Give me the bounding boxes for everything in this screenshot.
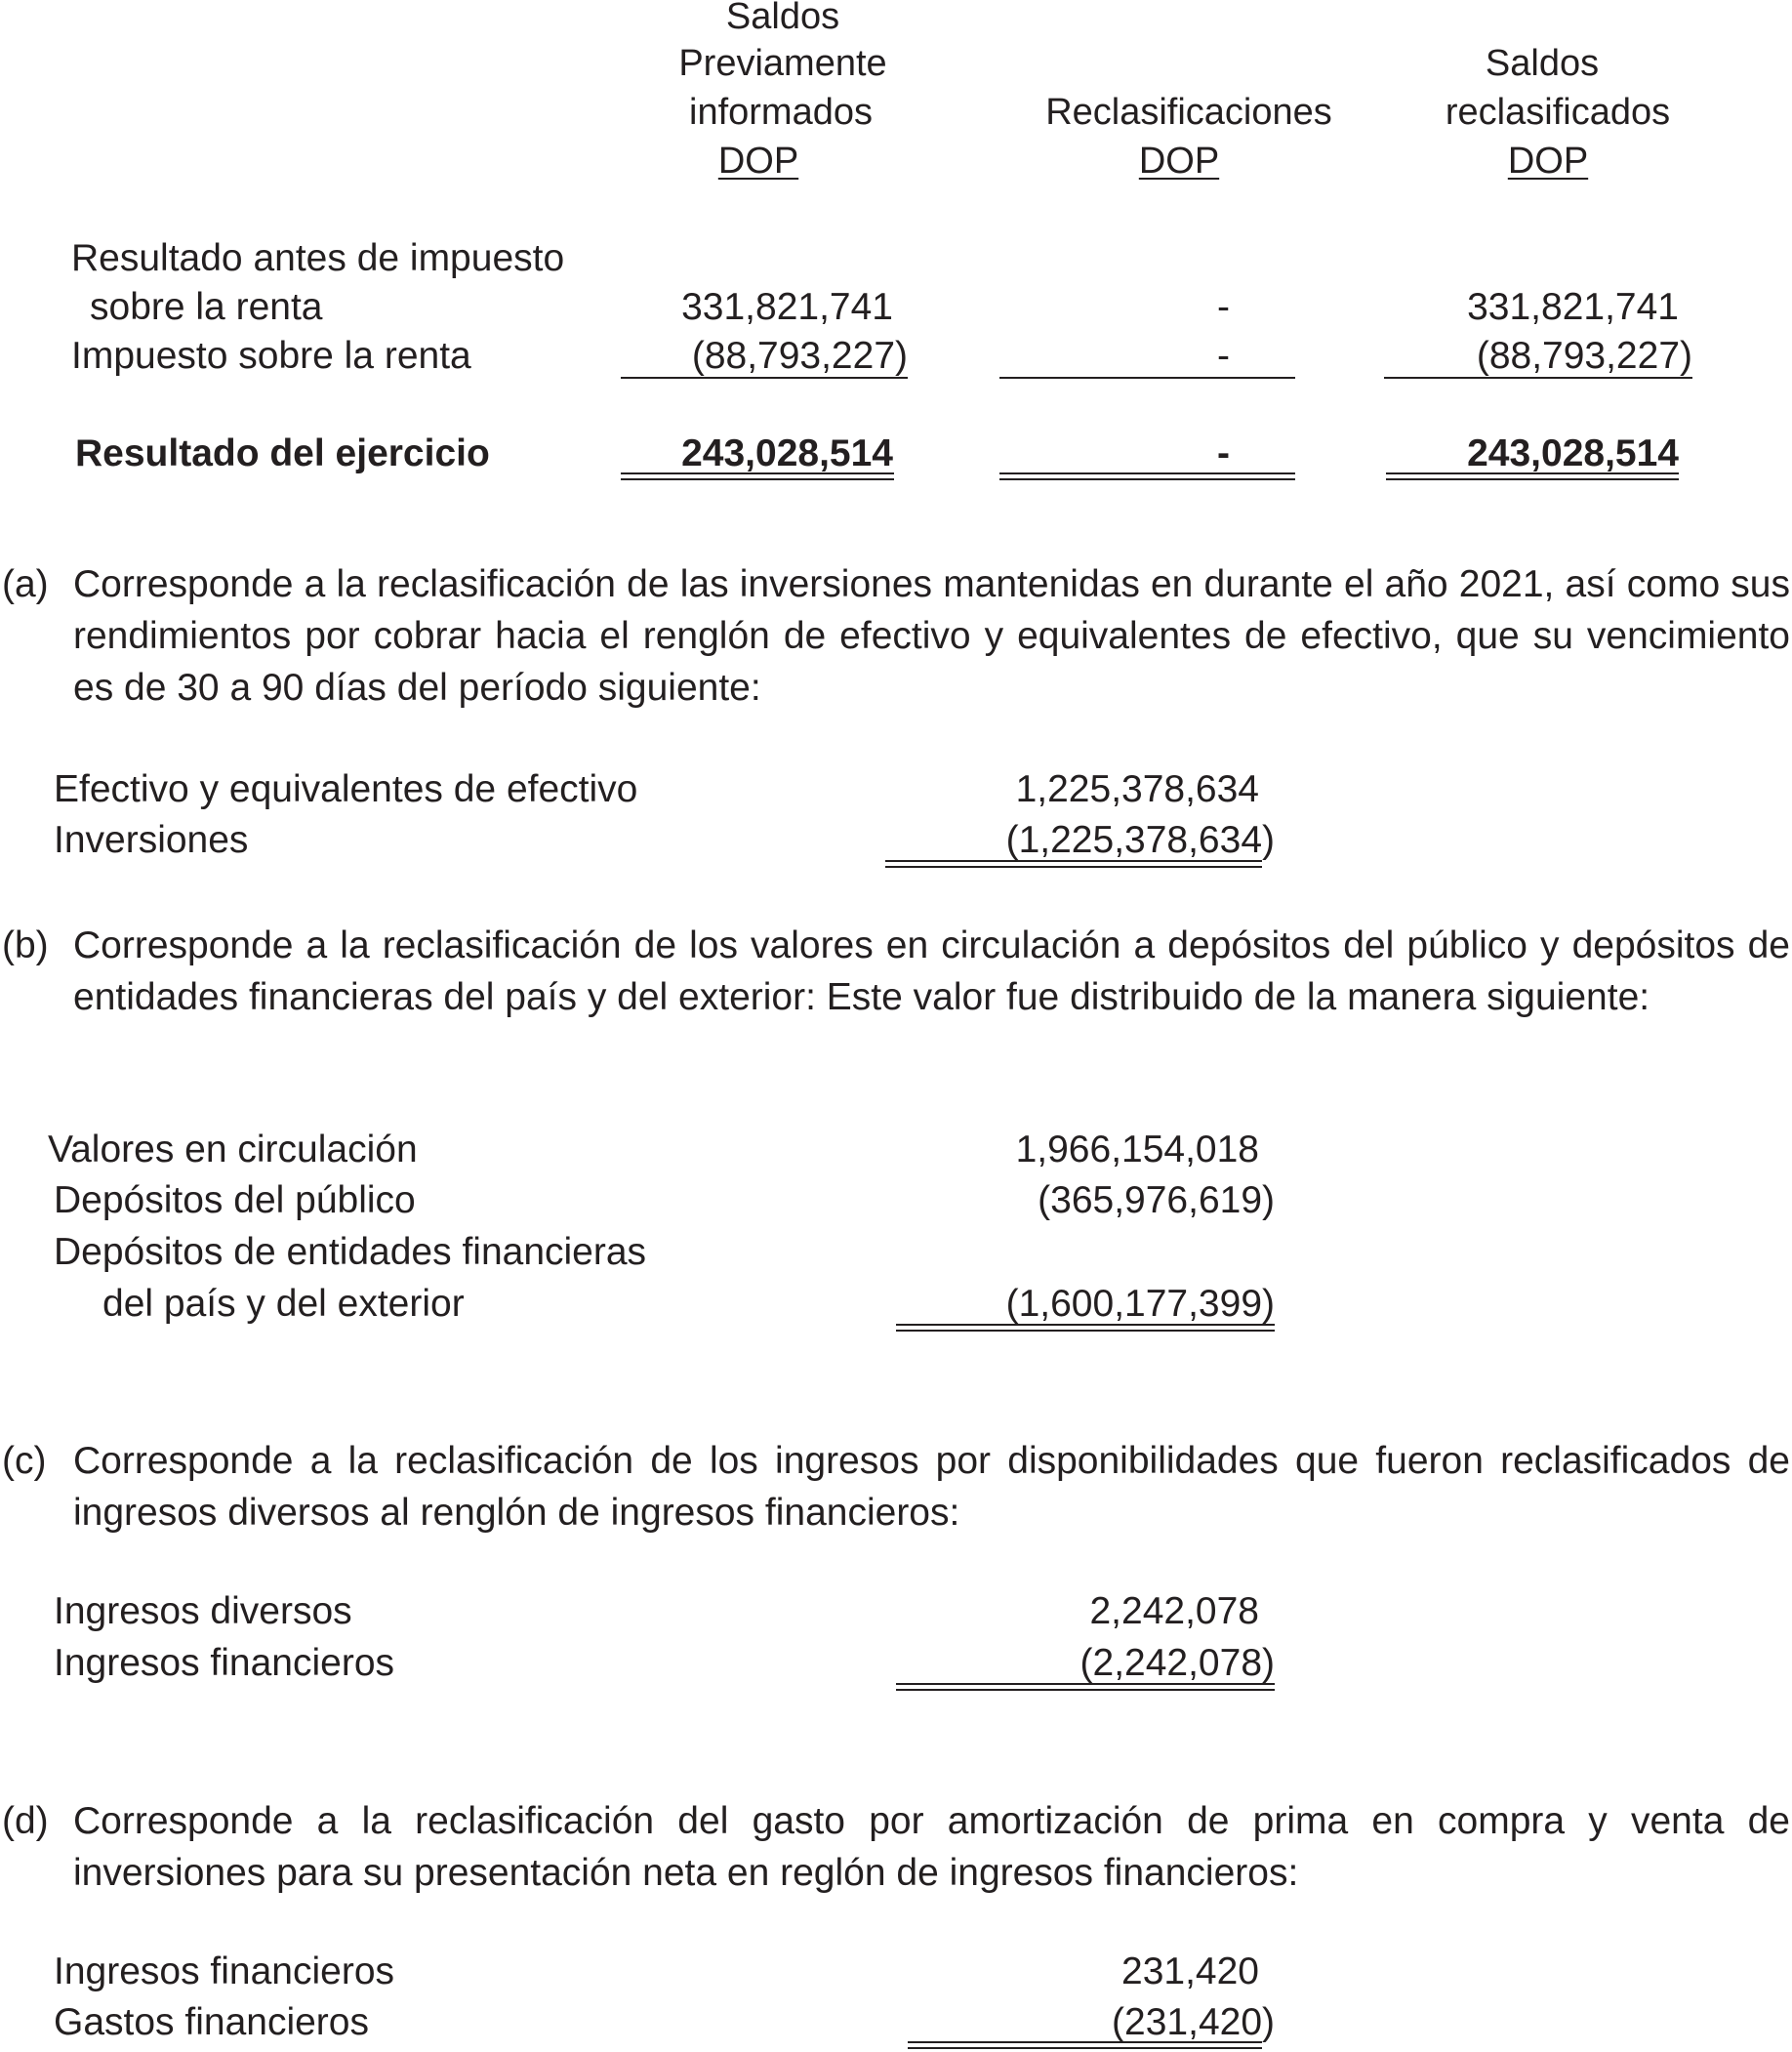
- note-c-mark: (c): [2, 1440, 47, 1482]
- note-c-item1-label: Ingresos diversos: [54, 1590, 352, 1632]
- row-tax-previous: (88,793,227): [691, 335, 908, 377]
- result-double-underline-col3: [1386, 472, 1679, 480]
- note-b-text: Corresponde a la reclasificación de los valores en circulación a depósitos del público y depósitos de entidades financieras del país y del exterior: Este valor fue distribuido de la manera siguiente:: [73, 924, 1790, 1018]
- note-b-mark: (b): [2, 924, 49, 966]
- row-pretax-label: Resultado antes de impuesto: [71, 237, 565, 279]
- note-b-item2-label: Depósitos del público: [54, 1179, 416, 1221]
- row-result-reclass: -: [1217, 432, 1230, 474]
- note-b-item3-label: Depósitos de entidades financieras: [54, 1231, 647, 1273]
- note-c-item2-label: Ingresos financieros: [54, 1642, 395, 1684]
- note-b-double-underline: [896, 1324, 1275, 1332]
- note-a-double-underline: [885, 860, 1262, 868]
- note-d-item2-value: (231,420): [1112, 2001, 1275, 2043]
- note-a-item1-label: Efectivo y equivalentes de efectivo: [54, 768, 638, 810]
- row-tax-reclassified: (88,793,227): [1476, 335, 1692, 377]
- col3-header-currency: DOP: [1507, 141, 1589, 182]
- note-d-mark: (d): [2, 1800, 49, 1842]
- note-c-text: Corresponde a la reclasificación de los ingresos por disponibilidades que fueron reclasificados de ingresos diversos al renglón de ingresos financieros:: [73, 1440, 1790, 1534]
- note-b-item3-value: (1,600,177,399): [1005, 1283, 1275, 1325]
- note-a-item2-value: (1,225,378,634): [1005, 819, 1275, 861]
- result-double-underline-col2: [999, 472, 1295, 480]
- row-pretax-reclassified: 331,821,741: [1467, 286, 1679, 328]
- note-b-item1-label: Valores en circulación: [48, 1129, 418, 1170]
- row-pretax-previous: 331,821,741: [681, 286, 893, 328]
- row-result-label: Resultado del ejercicio: [75, 432, 490, 474]
- col2-header-currency: DOP: [1138, 141, 1220, 182]
- note-d-item1-label: Ingresos financieros: [54, 1950, 395, 1992]
- col3-header-line2: reclasificados: [1445, 92, 1671, 133]
- note-a-text: Corresponde a la reclasificación de las inversiones mantenidas en durante el año 2021, así como sus rendimientos por cobrar hacia el renglón de efectivo y equivalentes de efectivo, que su vencimiento es de 30 a 90 días del período siguiente:: [73, 563, 1790, 709]
- note-b-item3-label-cont: del país y del exterior: [102, 1283, 465, 1325]
- note-b: [2, 920, 1790, 1076]
- note-d-item1-value: 231,420: [1121, 1950, 1259, 1992]
- note-d-item2-label: Gastos financieros: [54, 2001, 369, 2043]
- tax-underline-col2: [999, 377, 1295, 379]
- col2-header-line1: Reclasificaciones: [1045, 92, 1332, 133]
- note-a: [2, 558, 1790, 715]
- row-pretax-label-cont: sobre la renta: [90, 286, 323, 328]
- col1-header-currency: DOP: [717, 141, 799, 182]
- row-result-previous: 243,028,514: [681, 432, 893, 474]
- col1-header-line1: Saldos: [725, 0, 840, 37]
- tax-underline-col3: [1384, 377, 1692, 379]
- row-tax-reclass: -: [1217, 335, 1230, 377]
- col1-header-line2: Previamente: [678, 43, 887, 84]
- row-tax-label: Impuesto sobre la renta: [71, 335, 471, 377]
- result-double-underline-col1: [621, 472, 894, 480]
- row-result-reclassified: 243,028,514: [1467, 432, 1679, 474]
- note-d-text: Corresponde a la reclasificación del gasto por amortización de prima en compra y venta de inversiones para su presentación neta en reglón de ingresos financieros:: [73, 1800, 1790, 1894]
- note-d-double-underline: [908, 2041, 1262, 2049]
- note-d: [2, 1795, 1790, 1903]
- note-b-item2-value: (365,976,619): [1038, 1179, 1275, 1221]
- note-c: [2, 1435, 1790, 1542]
- row-pretax-reclass: -: [1217, 286, 1230, 328]
- note-a-mark: (a): [2, 563, 49, 605]
- tax-underline-col1: [621, 377, 908, 379]
- note-b-item1-value: 1,966,154,018: [1015, 1129, 1259, 1170]
- note-c-item2-value: (2,242,078): [1079, 1642, 1275, 1684]
- note-c-item1-value: 2,242,078: [1089, 1590, 1259, 1632]
- col3-header-line1: Saldos: [1485, 43, 1600, 84]
- note-a-item1-value: 1,225,378,634: [1015, 768, 1259, 810]
- col1-header-line3: informados: [689, 92, 873, 133]
- note-a-item2-label: Inversiones: [54, 819, 249, 861]
- note-c-double-underline: [896, 1683, 1275, 1691]
